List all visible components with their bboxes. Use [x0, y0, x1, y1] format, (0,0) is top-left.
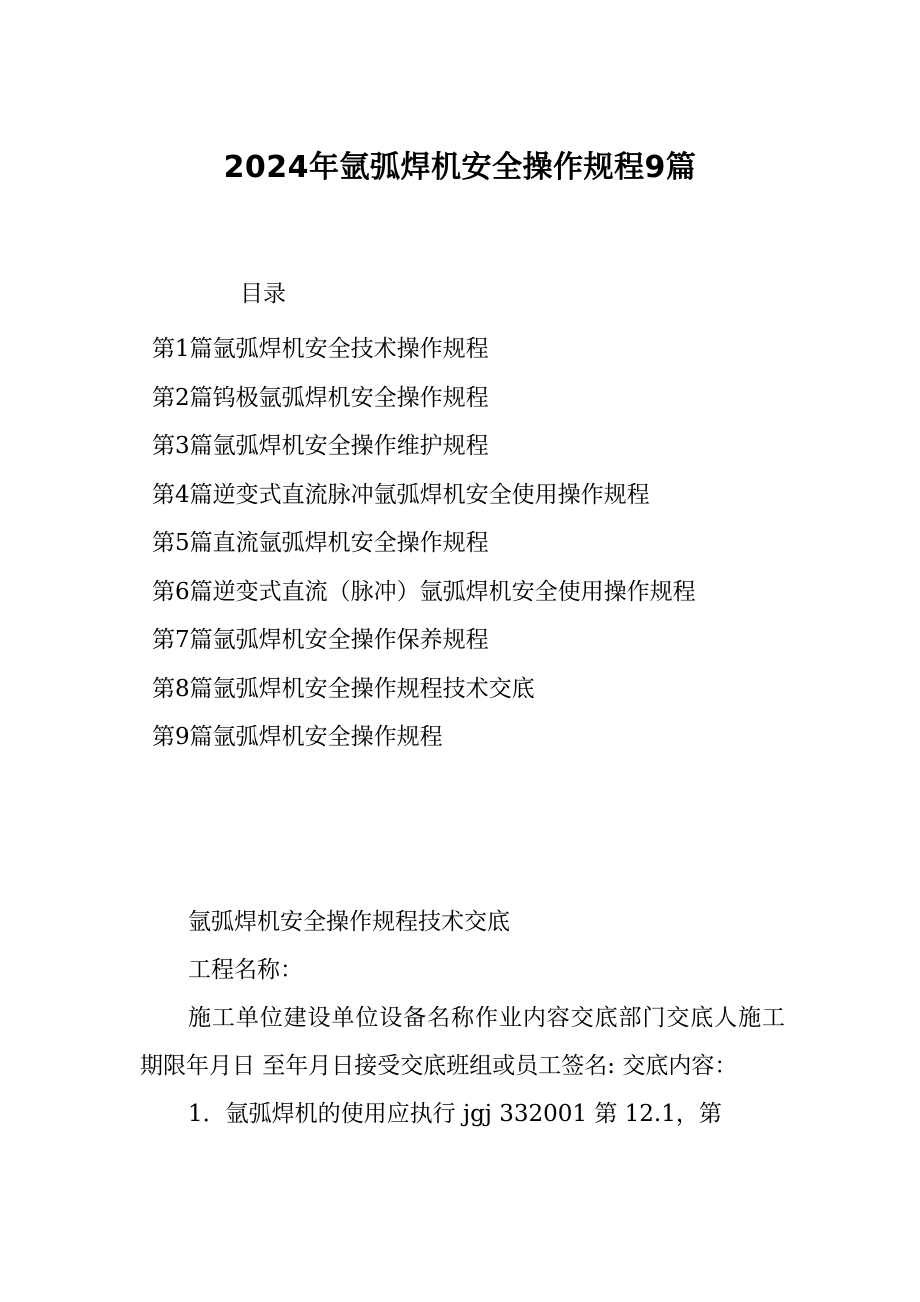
- document-body: [140, 898, 785, 1138]
- toc-item-8: 第8篇氩弧焊机安全操作规程技术交底: [152, 675, 535, 702]
- toc-item-7: 第7篇氩弧焊机安全操作保养规程: [152, 627, 489, 653]
- document-title: 2024年氩弧焊机安全操作规程9篇: [223, 150, 697, 185]
- section-title: 氩弧焊机安全操作规程技术交底: [188, 909, 510, 935]
- project-name-label: 工程名称：: [188, 957, 303, 983]
- toc-item-9: 第9篇氩弧焊机安全操作规程: [152, 724, 443, 750]
- toc-item-3: 第3篇氩弧焊机安全操作维护规程: [152, 433, 489, 459]
- toc-heading: 目录: [240, 281, 286, 307]
- toc-item-4: 第4篇逆变式直流脉冲氩弧焊机安全使用操作规程: [152, 481, 650, 508]
- toc-item-2: 第2篇钨极氩弧焊机安全操作规程: [152, 384, 489, 411]
- body-paragraph-2: 1．氩弧焊机的使用应执行 jgj 332001 第 12.1，第: [188, 1101, 722, 1127]
- toc-item-1: 第1篇氩弧焊机安全技术操作规程: [152, 336, 489, 362]
- body-paragraph-1: 施工单位建设单位设备名称作业内容交底部门交底人施工期限年月日 至年月日接受交底班组或员工签名: 交底内容：: [140, 1005, 785, 1079]
- table-of-contents: [152, 325, 696, 762]
- toc-item-6: 第6篇逆变式直流（脉冲）氩弧焊机安全使用操作规程: [152, 578, 696, 605]
- toc-item-5: 第5篇直流氩弧焊机安全操作规程: [152, 530, 489, 556]
